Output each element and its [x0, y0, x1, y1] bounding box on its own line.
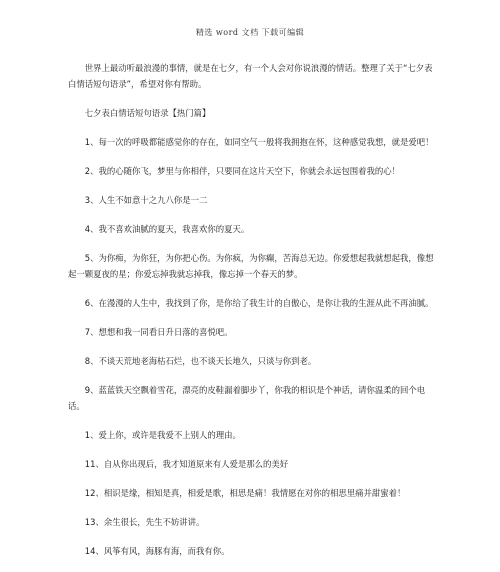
page-header: 精选 word 文档 下载可编辑 — [195, 28, 305, 37]
section-title: 七夕表白情话短句语录【热门篇】 — [84, 108, 211, 118]
list-item: 2、我的心随你飞，梦里与你相伴，只要同在这片天空下，你就会永远包围着我的心！ — [84, 166, 400, 176]
list-item: 1、每一次的呼吸都能感觉你的存在，如同空气一般将我拥抱在怀，这种感觉我想，就是爱吧！ — [84, 137, 434, 147]
list-item: 12、相识是缘，相知是真，相爱是歌，相思是痛！我情愿在对你的相思里痛并甜蜜着！ — [84, 488, 406, 498]
list-item: 6、在漫漫的人生中，我找到了你，是你给了我生计的自傲心，是你让我的生涯从此不再油腻。 — [84, 298, 434, 308]
list-item: 13、余生很长，先生不妨讲讲。 — [84, 517, 205, 527]
intro-paragraph: 世界上最动听最浪漫的事情，就是在七夕，有一个人会对你说浪漫的情话。整理了关于“七夕表白情话短句语录”，希望对你有帮助。 — [68, 63, 433, 89]
list-item: 1、爱上你，或许是我爱不上别人的理由。 — [84, 430, 241, 440]
list-item: 8、不谈天荒地老海枯石烂，也不谈天长地久，只谈与你到老。 — [84, 356, 317, 366]
document-body — [68, 60, 438, 572]
list-item: 9、蓝蓝铁天空飘着雪花，漂亮的皮鞋漏着脚步丫，你我的相识是个神话，请你温柔的回个电话。 — [68, 385, 426, 411]
list-item: 7、想想和我一同看日升日落的喜悦吧。 — [84, 327, 233, 337]
list-item: 11、自从你出现后，我才知道原来有人爱是那么的美好 — [84, 459, 289, 469]
list-item: 14、风筝有风，海豚有海，而我有你。 — [84, 546, 230, 556]
list-item: 4、我不喜欢油腻的夏天，我喜欢你的夏天。 — [84, 224, 250, 234]
list-item: 5、为你痴，为你狂，为你把心伤。为你疯，为你癫，苦海总无边。你爱想起我就想起我，像想起一颗夏夜的星；你爱忘掉我就忘掉我，像忘掉一个春天的梦。 — [68, 253, 434, 279]
list-item: 3、人生不如意十之九八你是一二 — [84, 195, 208, 205]
